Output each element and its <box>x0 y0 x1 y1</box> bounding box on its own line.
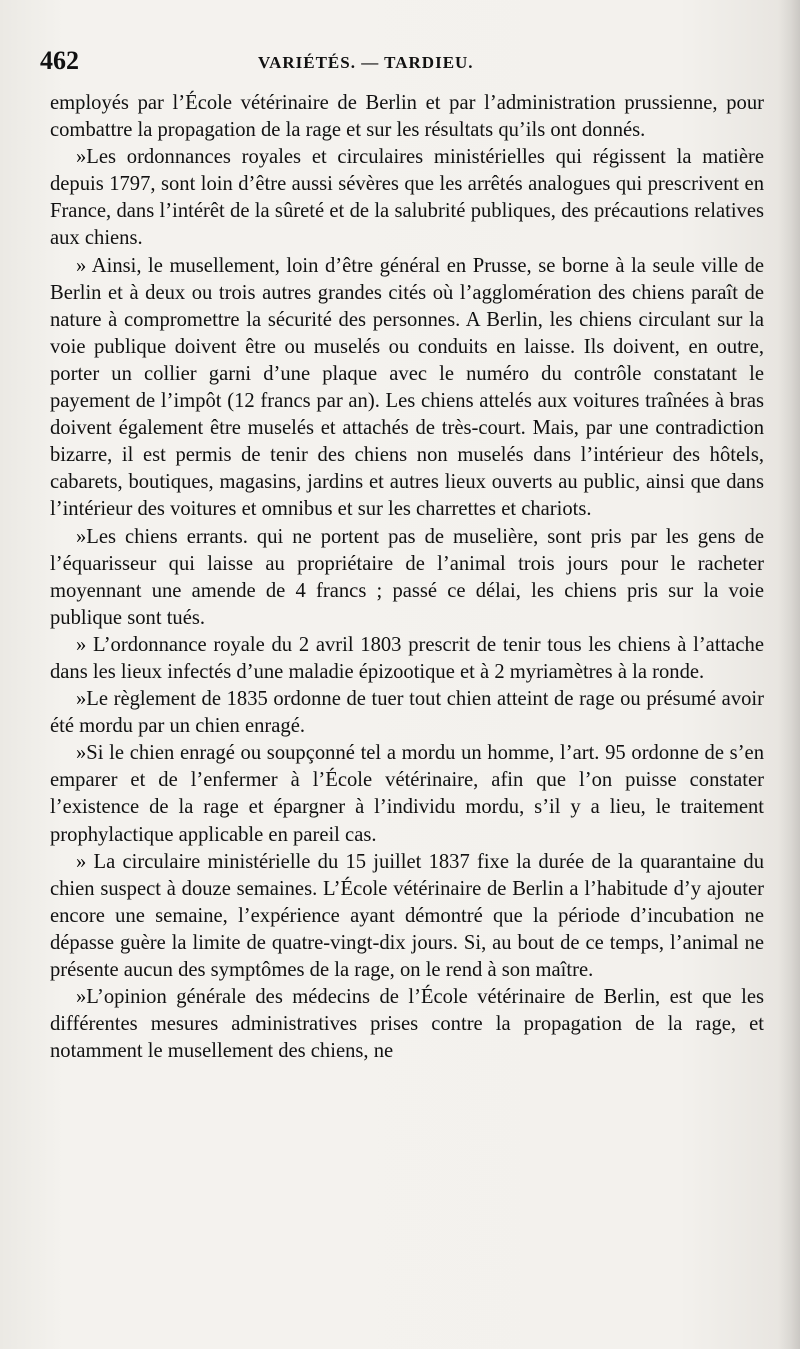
paragraph: »Le règlement de 1835 ordonne de tuer tout chien atteint de rage ou présumé avoir été mordu par un chien enragé. <box>50 688 764 738</box>
paragraph: »L’opinion générale des médecins de l’École vétérinaire de Berlin, est que les différentes mesures administratives prises contre la propagation de la rage, et notamment le musellement des chiens, ne <box>50 986 764 1063</box>
body-text <box>50 90 764 1065</box>
paragraph: »Les ordonnances royales et circulaires ministérielles qui régissent la matière depuis 1797, sont loin d’être aussi sévères que les arrêtés analogues qui prescrivent en France, dans l’intérêt de la sûreté et de la salubrité publiques, des précautions relatives aux chiens. <box>50 146 764 250</box>
paragraph: »Les chiens errants. qui ne portent pas de muselière, sont pris par les gens de l’équarisseur qui laisse au propriétaire de l’animal trois jours pour le racheter moyennant une amende de 4 francs ; passé ce délai, les chiens pris sur la voie publique sont tués. <box>50 525 764 629</box>
page-edge-shadow <box>778 0 800 1349</box>
page-header <box>40 46 760 76</box>
paragraph: »Si le chien enragé ou soupçonné tel a mordu un homme, l’art. 95 ordonne de s’en emparer et de l’enfermer à l’École vétérinaire, afin que l’on puisse constater l’existence de la rage et épargner à l’individu mordu, s’il y a lieu, le traitement prophylactique applicable en pareil cas. <box>50 742 764 846</box>
paragraph: » La circulaire ministérielle du 15 juillet 1837 fixe la durée de la quarantaine du chien suspect à douze semaines. L’École vétérinaire de Berlin a l’habitude d’y ajouter encore une semaine, l’expérience ayant démontré que la période d’incubation ne dépasse guère la limite de quatre-vingt-dix jours. Si, au bout de ce temps, l’animal ne présente aucun des symptômes de la rage, on le rend à son maître. <box>50 850 764 981</box>
page-number: 462 <box>40 46 79 75</box>
paragraph: » Ainsi, le musellement, loin d’être général en Prusse, se borne à la seule ville de Berlin et à deux ou trois autres grandes cités où l’agglomération des chiens paraît de nature à compromettre la sécurité des personnes. A Berlin, les chiens circulant sur la voie publique doivent être ou muselés ou conduits en laisse. Ils doivent, en outre, porter un collier garni d’une plaque avec le numéro du contrôle constatant le payement de l’impôt (12 francs par an). Les chiens attelés aux voitures traînées à bras doivent également être muselés et attachés de très-court. Mais, par une contradiction bizarre, il est permis de tenir des chiens non muselés dans l’intérieur des hôtels, cabarets, boutiques, magasins, jardins et autres lieux ouverts au public, ainsi que dans l’intérieur des voitures et omnibus et sur les charrettes et chariots. <box>50 254 764 521</box>
paragraph: » L’ordonnance royale du 2 avril 1803 prescrit de tenir tous les chiens à l’attache dans les lieux infectés d’une maladie épizootique et à 2 myriamètres à la ronde. <box>50 633 764 683</box>
paragraph: employés par l’École vétérinaire de Berlin et par l’administration prussienne, pour combattre la propagation de la rage et sur les résultats qu’ils ont donnés. <box>50 92 764 142</box>
running-head: VARIÉTÉS. — TARDIEU. <box>258 53 474 72</box>
